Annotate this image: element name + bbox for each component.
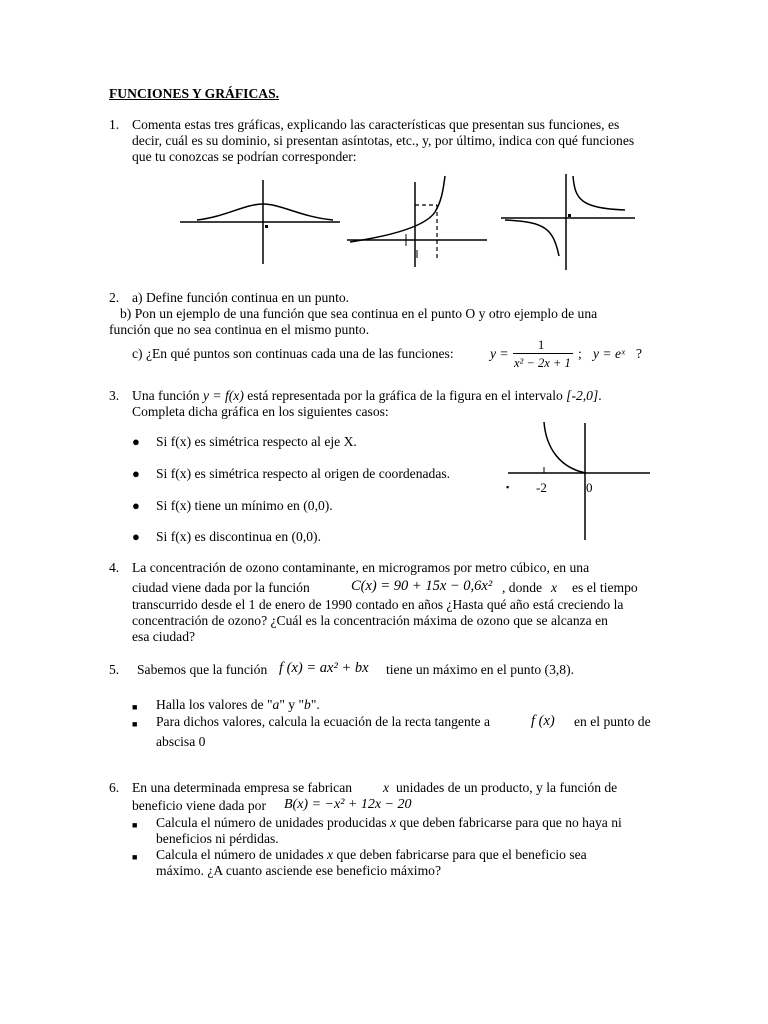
q2-part-a: a) Define función continua en un punto. [132, 290, 350, 305]
q2-equation-2: y = eˣ [593, 346, 625, 361]
q2-part-c: c) ¿En qué puntos son continuas cada una de las funciones: [132, 346, 454, 361]
q2-separator: ; [578, 346, 582, 361]
q3-bullet-2: Si f(x) es simétrica respecto al origen de coordenadas. [156, 466, 451, 481]
q3-bullet-3: Si f(x) tiene un mínimo en (0,0). [156, 498, 333, 513]
q4-line-2-b: , donde [502, 580, 543, 595]
bullet-dot: ● [132, 498, 140, 513]
q3-graph-label-zero: 0 [586, 480, 593, 495]
q1-graphs [175, 172, 655, 272]
q1-line-2: decir, cuál es su dominio, si presentan asíntotas, etc., y, por último, indica con qué funciones [132, 133, 635, 148]
page-title: FUNCIONES Y GRÁFICAS. [109, 86, 280, 101]
graph-hyperbola [501, 174, 635, 270]
q3-bullet-4: Si f(x) es discontinua en (0,0). [156, 529, 321, 544]
q1-line-1: Comenta estas tres gráficas, explicando las características que presentan sus funciones, es [132, 117, 620, 132]
q4-equation: C(x) = 90 + 15x − 0,6x² [351, 578, 493, 594]
bullet-square: ■ [132, 820, 138, 830]
q2-part-b-line-2: función que no sea continua en el mismo punto. [109, 322, 370, 337]
q5-number: 5. [109, 662, 120, 677]
bullet-dot: ● [132, 529, 140, 544]
graph-exponential [347, 176, 487, 267]
q5-bullet-2-a: Para dichos valores, calcula la ecuación de la recta tangente a [156, 714, 491, 729]
q2-frac-numerator: 1 [538, 338, 545, 352]
q4-line-3: transcurrido desde el 1 de enero de 1990 contado en años ¿Hasta qué año está creciendo la [132, 597, 624, 612]
q4-line-2-c: es el tiempo [572, 580, 638, 595]
q6-line-1-b: unidades de un producto, y la función de [396, 780, 618, 795]
q5-line-1-a: Sabemos que la función [137, 662, 268, 677]
q3-line-1: Una función y = f(x) está representada por la gráfica de la figura en el intervalo [-2,0]. [132, 388, 602, 403]
q1-number: 1. [109, 117, 120, 132]
q1-line-3: que tu conozcas se podrían corresponder: [132, 149, 357, 164]
q4-line-2-x: x [551, 580, 558, 595]
q6-bullet-1: Calcula el número de unidades producidas x que deben fabricarse para que no haya ni [156, 815, 622, 830]
q3-number: 3. [109, 388, 120, 403]
bullet-square: ■ [132, 719, 138, 729]
q4-line-2-a: ciudad viene dada por la función [132, 580, 310, 595]
q3-line-2: Completa dicha gráfica en los siguientes casos: [132, 404, 389, 419]
q4-line-1: La concentración de ozono contaminante, en microgramos por metro cúbico, en una [132, 560, 590, 575]
q3-bullet-1: Si f(x) es simétrica respecto al eje X. [156, 434, 357, 449]
q6-number: 6. [109, 780, 120, 795]
bullet-dot: ● [132, 434, 140, 449]
q3-graph-label-neg2: -2 [536, 480, 547, 495]
q4-line-5: esa ciudad? [132, 629, 196, 644]
q6-line-1-a: En una determinada empresa se fabrican [132, 780, 353, 795]
q5-bullet-2-b: en el punto de [574, 714, 651, 729]
bullet-square: ■ [132, 702, 138, 712]
q2-frac-bar [513, 353, 573, 354]
q2-frac-denominator: x² − 2x + 1 [514, 356, 571, 370]
q2-frac-lhs: y = [490, 346, 509, 361]
q2-part-b-line-1: b) Pon un ejemplo de una función que sea continua en el punto O y otro ejemplo de una [120, 306, 598, 321]
q3-graph [500, 418, 660, 543]
q4-number: 4. [109, 560, 120, 575]
q5-bullet-2-c: abscisa 0 [156, 734, 206, 749]
q6-line-2-a: beneficio viene dada por [132, 798, 266, 813]
q5-bullet-1: Halla los valores de "a" y "b". [156, 697, 320, 712]
bullet-dot: ● [132, 466, 140, 481]
q6-bullet-1-c: beneficios ni pérdidas. [156, 831, 279, 846]
q2-question-mark: ? [636, 346, 643, 361]
bullet-square: ■ [132, 852, 138, 862]
graph-bell-curve [180, 180, 340, 264]
q5-line-1-b: tiene un máximo en el punto (3,8). [386, 662, 575, 677]
q4-line-4: concentración de ozono? ¿Cuál es la concentración máxima de ozono que se alcanza en [132, 613, 608, 628]
q5-bullet-2-eq: f (x) [531, 713, 555, 729]
q6-bullet-2: Calcula el número de unidades x que deben fabricarse para que el beneficio sea [156, 847, 587, 862]
q6-line-1-x: x [383, 780, 390, 795]
q3-graph-square: ▪ [506, 482, 510, 492]
q2-number: 2. [109, 290, 120, 305]
q6-bullet-2-c: máximo. ¿A cuanto asciende ese beneficio máximo? [156, 863, 441, 878]
q5-equation: f (x) = ax² + bx [279, 660, 369, 676]
q6-equation: B(x) = −x² + 12x − 20 [284, 797, 412, 812]
